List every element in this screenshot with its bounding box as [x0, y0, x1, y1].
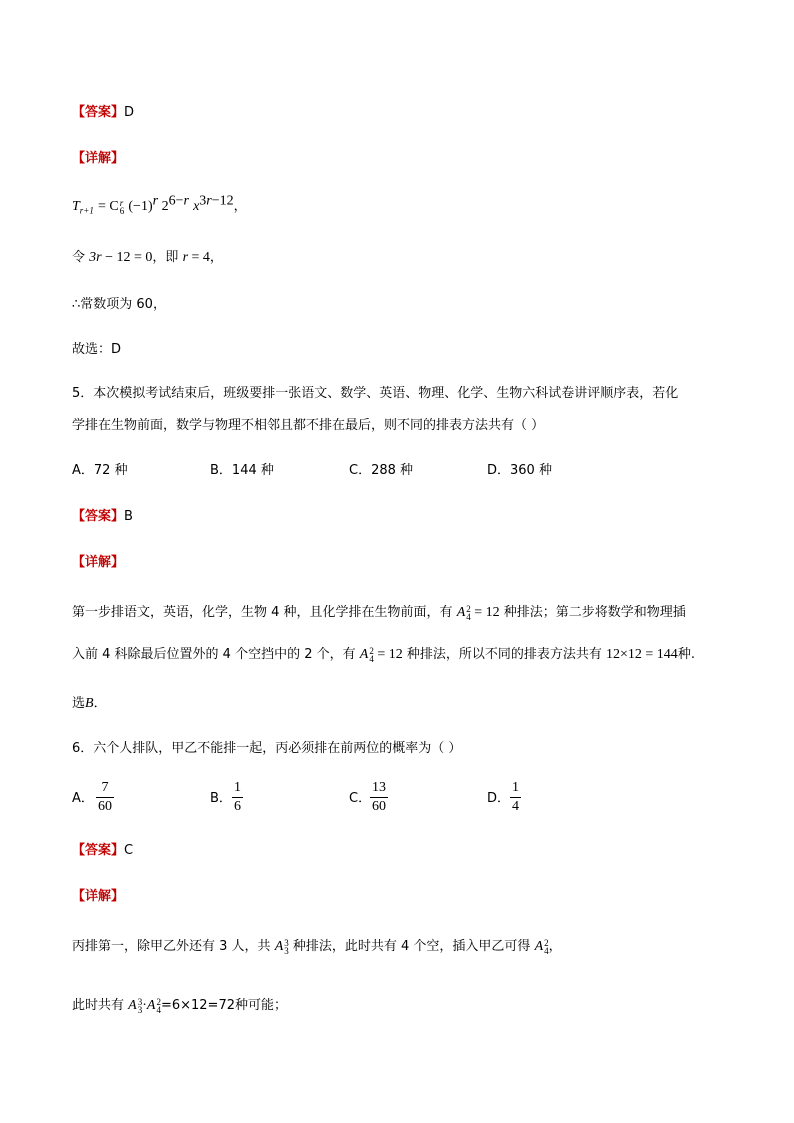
binomial-term-formula: $T_{r+1} = C$ r 6 $(-1)^r$ $2^{6-r}$ $x^{3r-12}$，: [72, 193, 247, 216]
q6-detail-line2: 此时共有 A 3 3 ·A 2 4 =6×12=72种可能；: [72, 996, 287, 1015]
q6-option-a-fraction: 7 60: [98, 780, 112, 814]
q5-option-a: A．72 种: [72, 463, 128, 478]
q6-option-a-label: A．: [72, 791, 94, 806]
q6-option-d-fraction: 1 4: [512, 780, 519, 814]
answer-value: D: [124, 105, 135, 120]
detail-heading-q4: [72, 150, 124, 168]
detail-heading-q5: 【详解】: [72, 555, 125, 570]
question-5-stem-line2: 学排在生物前面，数学与物理不相邻且都不排在最后，则不同的排表方法共有（ ）: [72, 418, 545, 433]
answer-tag: 【答案】: [72, 105, 125, 120]
q6-option-b-fraction: 1 6: [234, 780, 241, 814]
q5-option-d: D．360 种: [487, 463, 552, 478]
q6-detail-line1: 丙排第一，除甲乙外还有 3 人，共 A 3 3 种排法，此时共有 4 个空，插入甲乙可得 A 2 4 ，: [72, 937, 562, 956]
q6-option-b-label: B．: [210, 791, 232, 806]
constant-term-line: ∴常数项为 60，: [72, 297, 166, 312]
question-5-stem-line1: 5．本次模拟考试结束后，班级要排一张语文、数学、英语、物理、化学、生物六科试卷讲评顺序表，若化: [72, 386, 679, 401]
detail-heading-q6: 【详解】: [72, 889, 125, 904]
q6-option-c-fraction: 13 60: [372, 780, 386, 814]
choice-line-q4: 故选：D: [72, 342, 122, 357]
q5-option-c: C．288 种: [349, 463, 414, 478]
q5-detail-line1: 第一步排语文，英语，化学，生物 4 种，且化学排在生物前面，有 A 2 4 = 12 种排法；第二步将数学和物理插: [72, 603, 686, 622]
answer-line-q4: [72, 104, 134, 122]
q6-option-c-label: C．: [349, 791, 372, 806]
q5-detail-line2: 入前 4 科除最后位置外的 4 个空挡中的 2 个，有 A 2 4 = 12 种排法，所以不同的排表方法共有 12×12 = 144种.: [72, 645, 695, 664]
q5-option-b: B．144 种: [210, 463, 274, 478]
detail-tag: 【详解】: [72, 151, 125, 166]
formula-suffix: ，: [233, 199, 247, 214]
answer-line-q5: 【答案】B: [72, 509, 133, 524]
answer-line-q6: 【答案】C: [72, 843, 134, 858]
solve-r-line: 令 3r − 12 = 0，即 r = 4，: [72, 250, 223, 265]
q5-choice-line: 选B．: [72, 696, 107, 711]
question-6-stem: 6．六个人排队，甲乙不能排一起，丙必须排在前两位的概率为（ ）: [72, 741, 462, 756]
q6-option-d-label: D．: [487, 791, 511, 806]
